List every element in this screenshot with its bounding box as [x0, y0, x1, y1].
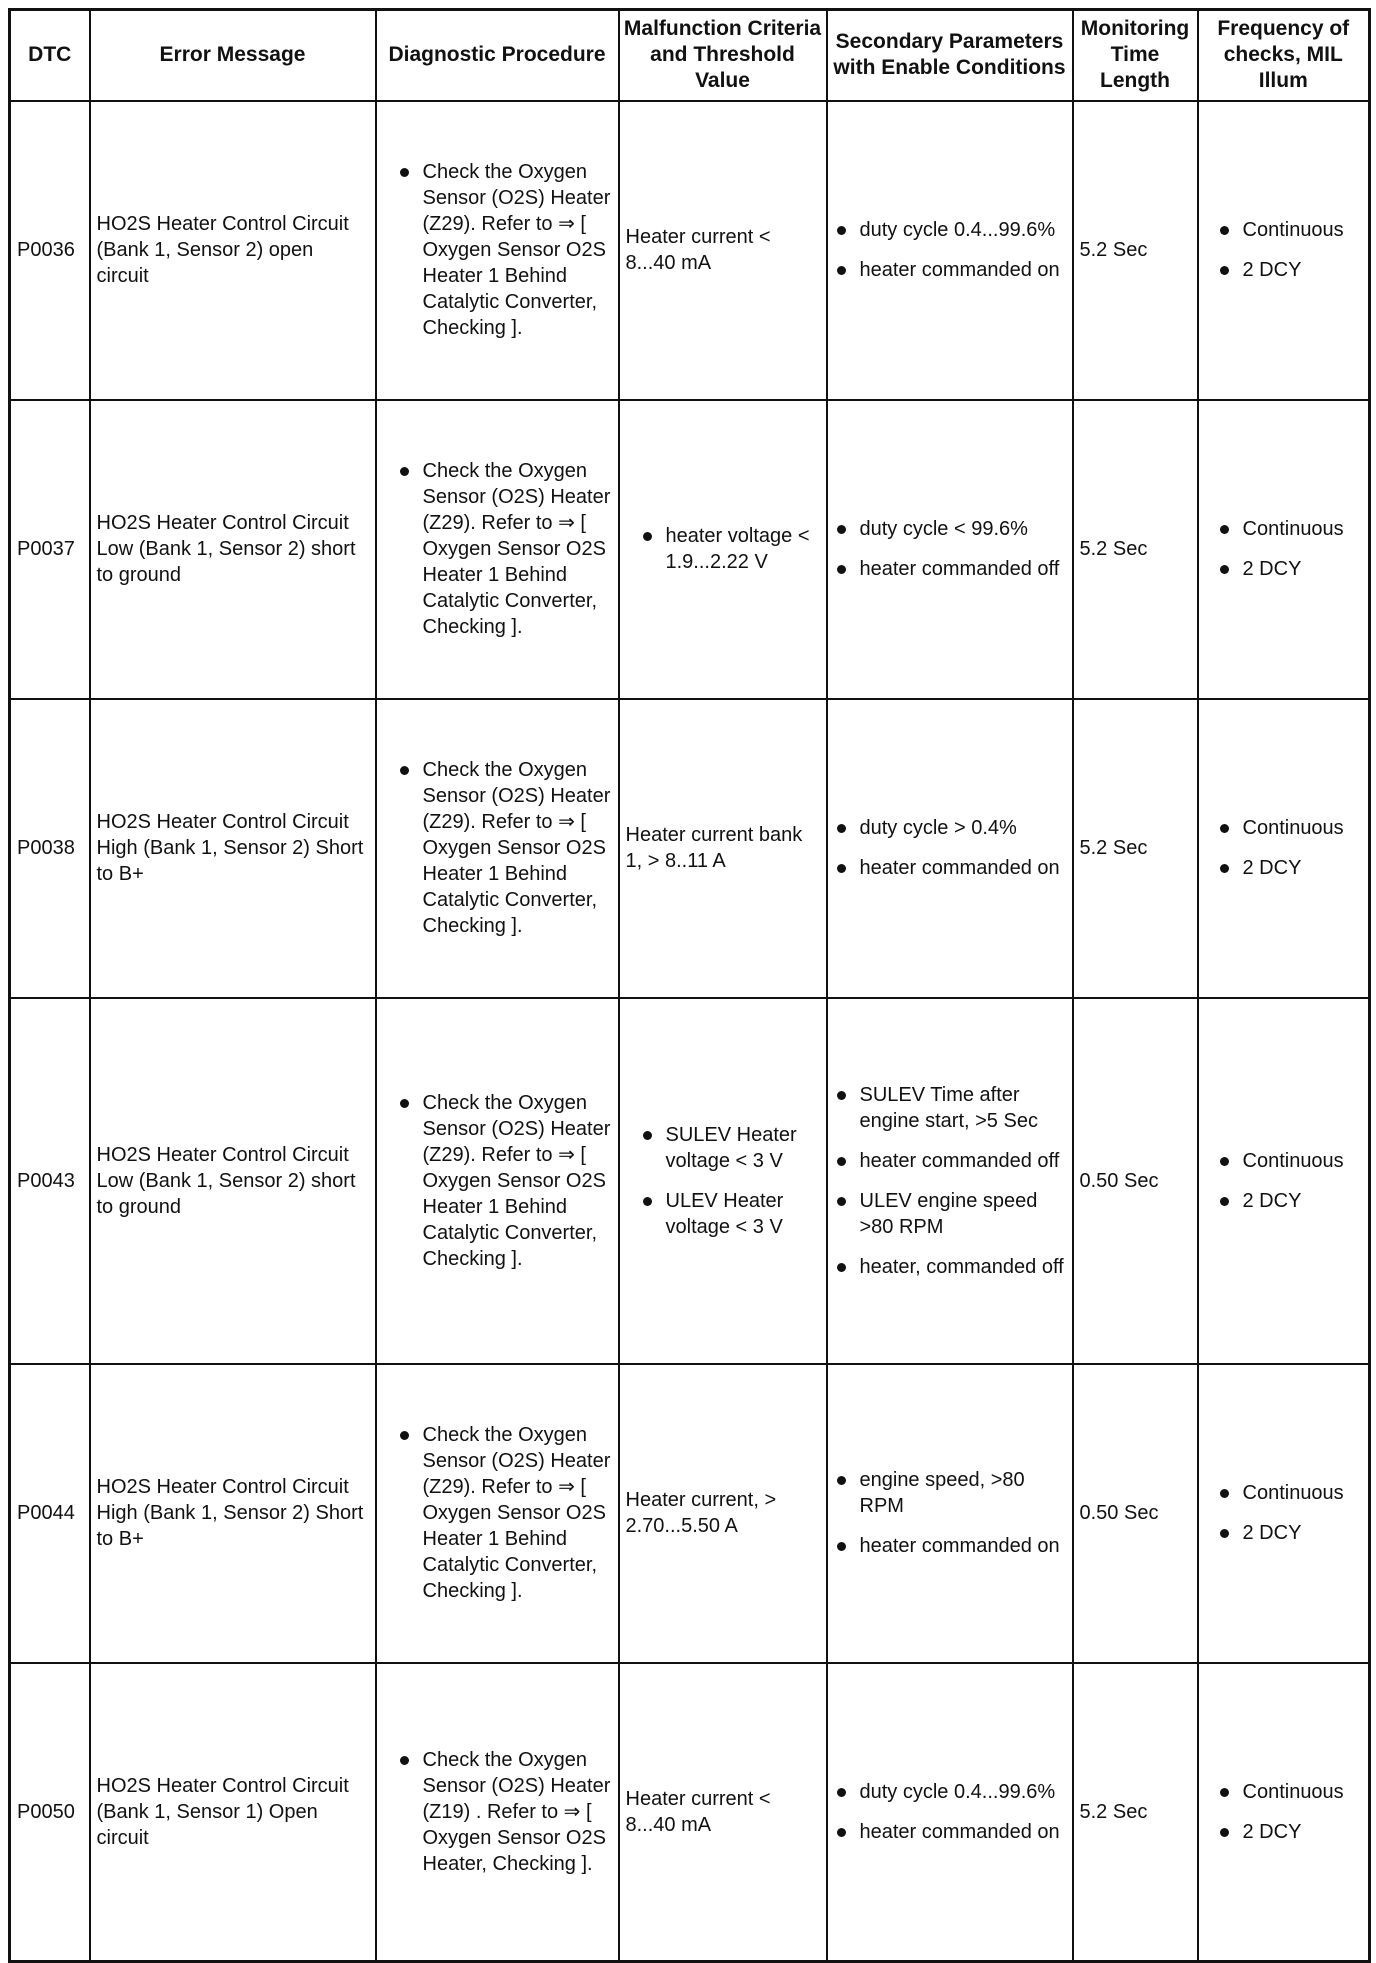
table-row	[10, 1663, 1370, 1962]
bullet-list	[834, 1082, 1066, 1280]
frequency	[1198, 998, 1370, 1364]
bullet-list	[1217, 1148, 1363, 1214]
monitoring-time: 0.50 Sec	[1073, 998, 1198, 1364]
bullet-item: 2 DCY	[1217, 1520, 1363, 1546]
bullet-list	[1217, 815, 1363, 881]
bullet-item: SULEV Heater voltage < 3 V	[640, 1122, 820, 1174]
bullet-list	[397, 159, 612, 341]
bullet-item: heater, commanded off	[834, 1254, 1066, 1280]
secondary-parameters	[827, 400, 1073, 699]
dtc-code: P0037	[10, 400, 90, 699]
header-malfunction-criteria: Malfunction Criteria and Threshold Value	[619, 10, 827, 101]
bullet-list	[397, 1747, 612, 1877]
secondary-parameters	[827, 1663, 1073, 1962]
frequency	[1198, 699, 1370, 998]
table-row	[10, 1364, 1370, 1663]
bullet-item: Check the Oxygen Sensor (O2S) Heater (Z19) . Refer to ⇒ [ Oxygen Sensor O2S Heater, Checking ].	[397, 1747, 612, 1877]
bullet-item: Continuous	[1217, 815, 1363, 841]
bullet-list	[397, 458, 612, 640]
bullet-item: Check the Oxygen Sensor (O2S) Heater (Z29). Refer to ⇒ [ Oxygen Sensor O2S Heater 1 Behind Catalytic Converter, Checking ].	[397, 458, 612, 640]
table-row	[10, 699, 1370, 998]
secondary-parameters	[827, 699, 1073, 998]
diagnostic-procedure	[376, 1663, 619, 1962]
bullet-item: heater commanded on	[834, 855, 1066, 881]
diagnostic-procedure	[376, 400, 619, 699]
error-message: HO2S Heater Control Circuit (Bank 1, Sensor 1) Open circuit	[90, 1663, 376, 1962]
bullet-item: Check the Oxygen Sensor (O2S) Heater (Z29). Refer to ⇒ [ Oxygen Sensor O2S Heater 1 Behind Catalytic Converter, Checking ].	[397, 757, 612, 939]
malfunction-criteria	[619, 400, 827, 699]
bullet-item: Check the Oxygen Sensor (O2S) Heater (Z29). Refer to ⇒ [ Oxygen Sensor O2S Heater 1 Behind Catalytic Converter, Checking ].	[397, 1090, 612, 1272]
frequency	[1198, 101, 1370, 400]
header-diagnostic-procedure: Diagnostic Procedure	[376, 10, 619, 101]
error-message: HO2S Heater Control Circuit High (Bank 1, Sensor 2) Short to B+	[90, 1364, 376, 1663]
bullet-item: Continuous	[1217, 217, 1363, 243]
table-row	[10, 998, 1370, 1364]
secondary-parameters	[827, 101, 1073, 400]
error-message: HO2S Heater Control Circuit High (Bank 1, Sensor 2) Short to B+	[90, 699, 376, 998]
monitoring-time: 0.50 Sec	[1073, 1364, 1198, 1663]
bullet-item: Check the Oxygen Sensor (O2S) Heater (Z29). Refer to ⇒ [ Oxygen Sensor O2S Heater 1 Behind Catalytic Converter, Checking ].	[397, 1422, 612, 1604]
header-secondary-parameters: Secondary Parameters with Enable Conditions	[827, 10, 1073, 101]
bullet-list	[397, 1422, 612, 1604]
bullet-item: heater voltage < 1.9...2.22 V	[640, 523, 820, 575]
header-dtc: DTC	[10, 10, 90, 101]
malfunction-criteria: Heater current < 8...40 mA	[619, 101, 827, 400]
bullet-item: SULEV Time after engine start, >5 Sec	[834, 1082, 1066, 1134]
bullet-item: Continuous	[1217, 1480, 1363, 1506]
bullet-item: Continuous	[1217, 1148, 1363, 1174]
dtc-code: P0044	[10, 1364, 90, 1663]
bullet-list	[834, 1467, 1066, 1559]
malfunction-criteria: Heater current bank 1, > 8..11 A	[619, 699, 827, 998]
diagnostic-procedure	[376, 699, 619, 998]
bullet-item: ULEV engine speed >80 RPM	[834, 1188, 1066, 1240]
bullet-list	[834, 1779, 1066, 1845]
bullet-item: 2 DCY	[1217, 257, 1363, 283]
bullet-list	[834, 217, 1066, 283]
bullet-list	[1217, 1480, 1363, 1546]
malfunction-criteria	[619, 998, 827, 1364]
bullet-item: 2 DCY	[1217, 1819, 1363, 1845]
secondary-parameters	[827, 998, 1073, 1364]
bullet-item: Check the Oxygen Sensor (O2S) Heater (Z29). Refer to ⇒ [ Oxygen Sensor O2S Heater 1 Behind Catalytic Converter, Checking ].	[397, 159, 612, 341]
bullet-list	[834, 516, 1066, 582]
frequency	[1198, 1663, 1370, 1962]
error-message: HO2S Heater Control Circuit Low (Bank 1, Sensor 2) short to ground	[90, 998, 376, 1364]
header-frequency: Frequency of checks, MIL Illum	[1198, 10, 1370, 101]
bullet-list	[640, 523, 820, 575]
bullet-item: 2 DCY	[1217, 1188, 1363, 1214]
bullet-list	[1217, 516, 1363, 582]
bullet-list	[397, 757, 612, 939]
bullet-item: duty cycle < 99.6%	[834, 516, 1066, 542]
bullet-item: heater commanded off	[834, 1148, 1066, 1174]
bullet-list	[1217, 1779, 1363, 1845]
dtc-code: P0050	[10, 1663, 90, 1962]
bullet-item: Continuous	[1217, 1779, 1363, 1805]
monitoring-time: 5.2 Sec	[1073, 400, 1198, 699]
bullet-list	[640, 1122, 820, 1240]
bullet-item: duty cycle 0.4...99.6%	[834, 217, 1066, 243]
bullet-item: ULEV Heater voltage < 3 V	[640, 1188, 820, 1240]
bullet-item: engine speed, >80 RPM	[834, 1467, 1066, 1519]
frequency	[1198, 400, 1370, 699]
bullet-item: heater commanded off	[834, 556, 1066, 582]
secondary-parameters	[827, 1364, 1073, 1663]
bullet-item: duty cycle > 0.4%	[834, 815, 1066, 841]
bullet-item: 2 DCY	[1217, 556, 1363, 582]
bullet-list	[397, 1090, 612, 1272]
bullet-item: 2 DCY	[1217, 855, 1363, 881]
bullet-item: heater commanded on	[834, 1533, 1066, 1559]
bullet-list	[834, 815, 1066, 881]
table-row	[10, 101, 1370, 400]
header-error-message: Error Message	[90, 10, 376, 101]
bullet-item: duty cycle 0.4...99.6%	[834, 1779, 1066, 1805]
diagnostic-procedure	[376, 1364, 619, 1663]
header-monitoring-time: Monitoring Time Length	[1073, 10, 1198, 101]
bullet-item: heater commanded on	[834, 1819, 1066, 1845]
header-row	[10, 10, 1370, 101]
bullet-item: Continuous	[1217, 516, 1363, 542]
dtc-code: P0043	[10, 998, 90, 1364]
bullet-list	[1217, 217, 1363, 283]
diagnostic-procedure	[376, 998, 619, 1364]
malfunction-criteria: Heater current < 8...40 mA	[619, 1663, 827, 1962]
monitoring-time: 5.2 Sec	[1073, 101, 1198, 400]
malfunction-criteria: Heater current, > 2.70...5.50 A	[619, 1364, 827, 1663]
monitoring-time: 5.2 Sec	[1073, 1663, 1198, 1962]
bullet-item: heater commanded on	[834, 257, 1066, 283]
dtc-code: P0036	[10, 101, 90, 400]
dtc-table	[8, 8, 1371, 1963]
table-row	[10, 400, 1370, 699]
dtc-code: P0038	[10, 699, 90, 998]
monitoring-time: 5.2 Sec	[1073, 699, 1198, 998]
error-message: HO2S Heater Control Circuit Low (Bank 1, Sensor 2) short to ground	[90, 400, 376, 699]
frequency	[1198, 1364, 1370, 1663]
diagnostic-procedure	[376, 101, 619, 400]
error-message: HO2S Heater Control Circuit (Bank 1, Sensor 2) open circuit	[90, 101, 376, 400]
